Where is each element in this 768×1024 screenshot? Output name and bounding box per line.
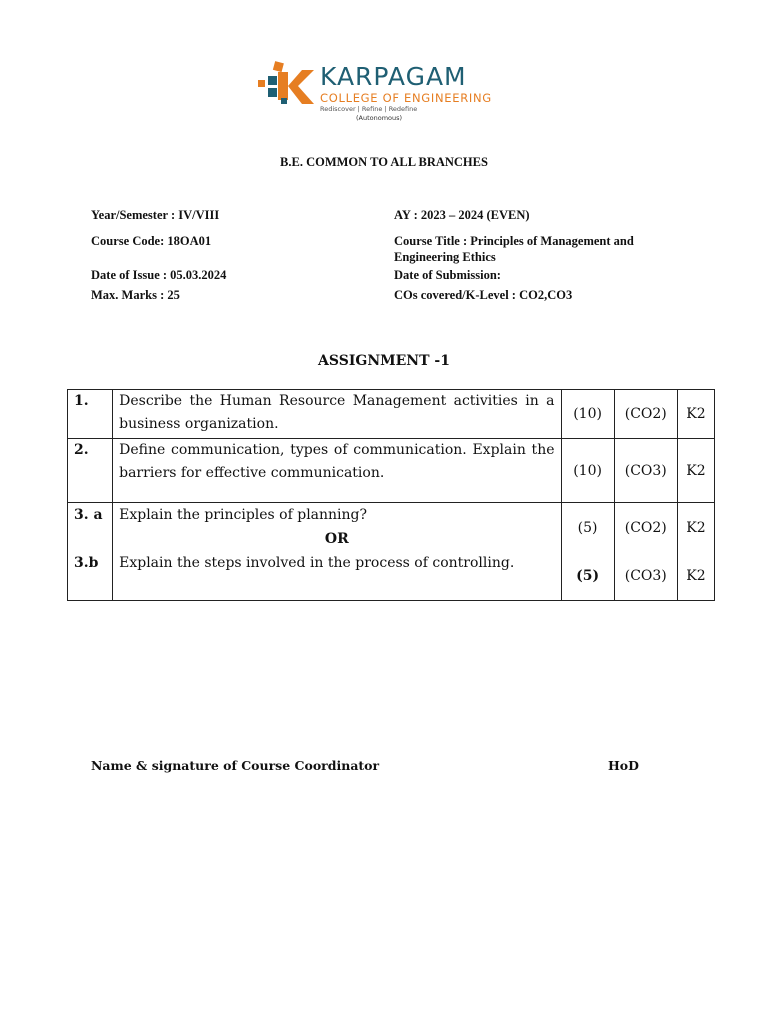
question-co: (CO3) <box>614 439 677 503</box>
question-k-level: K2 <box>677 390 714 439</box>
logo-status: (Autonomous) <box>356 114 403 122</box>
or-label: OR <box>324 531 349 547</box>
question-marks: (10) <box>561 439 614 503</box>
question-3a-number: 3. a <box>74 507 103 523</box>
year-semester: Year/Semester : IV/VIII <box>91 208 220 222</box>
question-3a-marks: (5) <box>577 519 598 536</box>
question-number: 1. <box>68 390 113 439</box>
academic-year: AY : 2023 – 2024 (EVEN) <box>394 208 530 222</box>
max-marks: Max. Marks : 25 <box>91 288 180 302</box>
assignment-title: ASSIGNMENT -1 <box>318 353 450 369</box>
coordinator-signature-label: Name & signature of Course Coordinator <box>91 758 380 773</box>
table-row <box>68 503 715 601</box>
logo-tagline: Rediscover | Refine | Redefine <box>320 105 418 113</box>
question-3a-text: Explain the principles of planning? <box>119 507 368 523</box>
course-title-line-2: Engineering Ethics <box>394 250 496 264</box>
question-marks <box>561 503 614 601</box>
question-3b-marks: (5) <box>576 567 600 584</box>
question-text: Describe the Human Resource Management activities in a business organization. <box>113 390 561 439</box>
date-of-submission: Date of Submission: <box>394 268 501 282</box>
table-row <box>68 390 715 439</box>
questions-table <box>67 389 715 601</box>
hod-signature-label: HoD <box>608 758 639 773</box>
question-3a-co: (CO2) <box>624 519 667 536</box>
question-3b-co: (CO3) <box>624 567 667 584</box>
question-k-level: K2 <box>677 439 714 503</box>
question-3b-number: 3.b <box>74 555 99 571</box>
question-3b-k-level: K2 <box>686 567 706 584</box>
question-number: 2. <box>68 439 113 503</box>
cos-covered: COs covered/K-Level : CO2,CO3 <box>394 288 573 302</box>
question-3b-text: Explain the steps involved in the process of controlling. <box>119 555 515 571</box>
question-text <box>113 503 561 601</box>
date-of-issue: Date of Issue : 05.03.2024 <box>91 268 227 282</box>
program-heading: B.E. COMMON TO ALL BRANCHES <box>280 155 488 169</box>
question-3a-k-level: K2 <box>686 519 706 536</box>
karpagam-k-icon <box>254 58 318 114</box>
question-k-level <box>677 503 714 601</box>
logo-name: KARPAGAM <box>320 62 467 91</box>
course-code: Course Code: 18OA01 <box>91 234 212 248</box>
college-logo <box>254 58 524 124</box>
table-row <box>68 439 715 503</box>
question-text: Define communication, types of communication. Explain the barriers for effective communication. <box>113 439 561 503</box>
question-number <box>68 503 113 601</box>
question-co <box>614 503 677 601</box>
question-co: (CO2) <box>614 390 677 439</box>
logo-subtitle: COLLEGE OF ENGINEERING <box>320 91 492 105</box>
course-title-line-1: Course Title : Principles of Management and <box>394 234 634 248</box>
question-marks: (10) <box>561 390 614 439</box>
